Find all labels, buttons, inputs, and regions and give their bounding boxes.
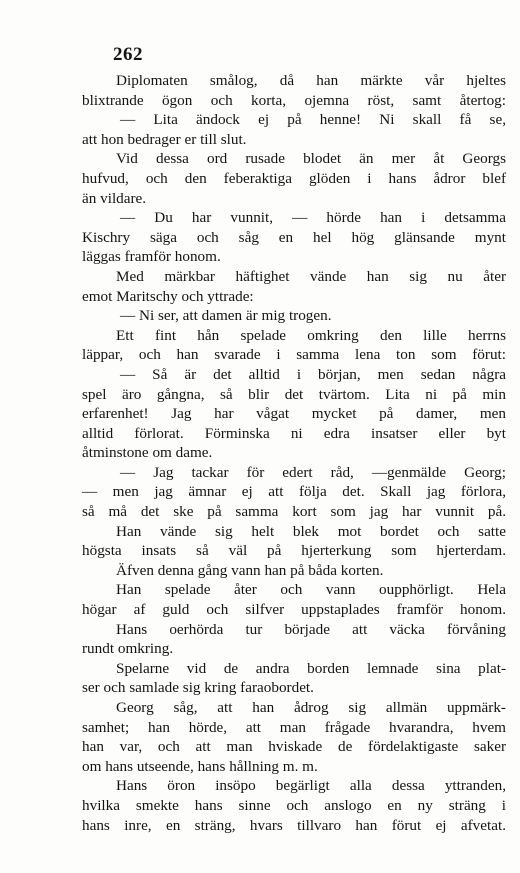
text-line: ser och samlade sig kring faraobordet. bbox=[82, 679, 314, 697]
text-line: Hans oerhörda tur började att väcka förvåning bbox=[116, 620, 506, 638]
text-line: han var, och att man hviskade de fördelaktigaste saker bbox=[82, 738, 506, 756]
text-line: Med märkbar häftighet vände han sig nu åter bbox=[116, 267, 506, 285]
text-line: Georg såg, att han ådrog sig allmän uppmärk- bbox=[116, 699, 506, 716]
text-line: hans inre, en sträng, hvars tillvaro han förut ej afvetat. bbox=[82, 816, 506, 834]
text-line: Hans öron insöpo begärligt alla dessa yttranden, bbox=[116, 777, 506, 795]
text-line: åtminstone om dame. bbox=[82, 444, 213, 462]
text-line: — Jag tackar för edert råd, —genmälde Georg; bbox=[120, 463, 506, 481]
text-line: spel äro gångna, så blir det tvärtom. Lita ni på min bbox=[82, 385, 506, 403]
body-text bbox=[82, 71, 506, 835]
text-line: Ett fint hån spelade omkring den lille herrns bbox=[116, 326, 506, 344]
text-line: så må det ske på samma kort som jag har vunnit på. bbox=[82, 503, 506, 521]
text-line: Kischry säga och såg en hel hög glänsande mynt bbox=[82, 228, 506, 246]
text-line: än vildare. bbox=[82, 189, 147, 207]
text-line: Diplomaten smålog, då han märkte vår hjeltes bbox=[116, 72, 506, 89]
text-line: Vid dessa ord rusade blodet än mer åt Georgs bbox=[116, 150, 506, 168]
text-line: — Så är det alltid i början, men sedan några bbox=[120, 365, 506, 383]
text-line: hufvud, och den feberaktiga glöden i hans ådror blef bbox=[82, 169, 506, 187]
text-line: högsta insats så väl på hjerterkung som hjerterdam. bbox=[82, 542, 506, 560]
text-line: samhet; han hörde, att man frågade hvarandra, hvem bbox=[82, 718, 506, 736]
text-line: alltid förlorat. Förminska ni edra insatser eller byt bbox=[82, 424, 506, 442]
text-line: hvilka smekte hans sinne och anslogo en ny sträng i bbox=[82, 796, 506, 814]
text-line: om hans utseende, hans hållning m. m. bbox=[82, 757, 318, 775]
text-line: högar af guld och silfver uppstaplades framför honom. bbox=[82, 601, 506, 619]
text-line: erfarenhet! Jag har vågat mycket på damer, men bbox=[82, 405, 506, 423]
text-line: — men jag ämnar ej att följa det. Skall jag förlora, bbox=[82, 483, 506, 501]
text-line: — Lita ändock ej på henne! Ni skall få se, bbox=[120, 111, 506, 129]
text-line: Äfven denna gång vann han på båda korten. bbox=[116, 561, 384, 579]
text-line: Han spelade åter och vann oupphörligt. Hela bbox=[116, 581, 506, 599]
text-line: — Du har vunnit, — hörde han i detsamma bbox=[120, 209, 506, 227]
text-line: Spelarne vid de andra borden lemnade sina plat- bbox=[116, 659, 506, 677]
text-line: att hon bedrager er till slut. bbox=[82, 130, 247, 148]
text-line: rundt omkring. bbox=[82, 640, 174, 658]
text-line: blixtrande ögon och korta, ojemna röst, samt återtog: bbox=[82, 91, 506, 109]
text-line: — Ni ser, att damen är mig trogen. bbox=[120, 307, 332, 325]
text-line: läppar, och han svarade i samma lena ton som förut: bbox=[82, 346, 506, 364]
text-line: Han vände sig helt blek mot bordet och satte bbox=[116, 522, 506, 540]
text-line: emot Maritschy och yttrade: bbox=[82, 287, 254, 305]
page-number: 262 bbox=[113, 44, 143, 65]
text-line: läggas framför honom. bbox=[82, 248, 221, 266]
